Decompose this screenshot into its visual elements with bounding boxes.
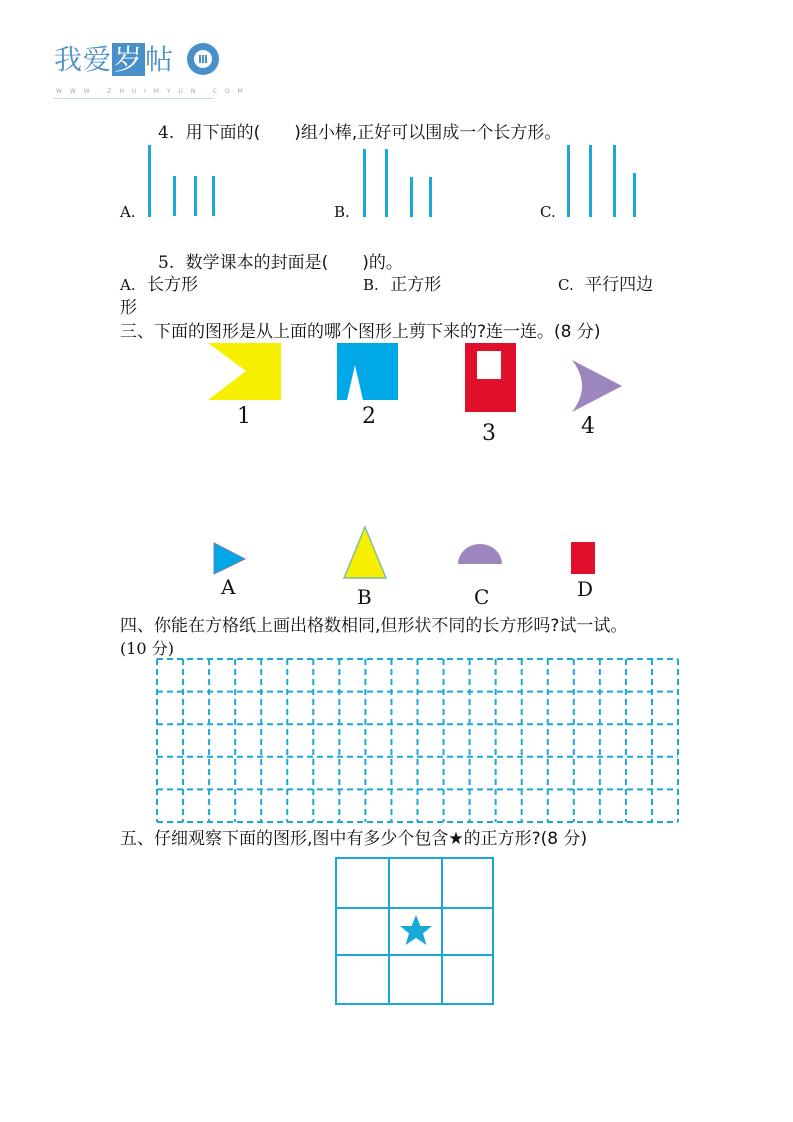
stick (633, 173, 636, 217)
q5-option-b-letter: B. (363, 276, 379, 294)
shape-1-yellow-notched (208, 343, 282, 401)
shape-4-purple-crescent (570, 358, 624, 414)
q5-option-c (558, 274, 653, 296)
logo-underline (54, 98, 214, 99)
q4-line (158, 122, 561, 144)
star-square-grid (335, 857, 495, 1007)
stick (363, 149, 366, 217)
q4-text: 用下面的( )组小棒,正好可以围成一个长方形。 (185, 123, 562, 143)
shape-2-blue-cut (337, 343, 399, 401)
stick (212, 176, 215, 216)
piece-c-label: C (474, 585, 490, 609)
dashed-grid-paper (156, 658, 680, 824)
stick (567, 145, 570, 217)
q5-line (158, 252, 403, 274)
q5-option-b-text: 正方形 (390, 275, 442, 295)
piece-a-label: A (221, 575, 236, 599)
q5-option-c-wrap: 形 (120, 298, 137, 318)
shape-1-label: 1 (237, 404, 251, 429)
logo (54, 38, 174, 78)
q5-option-a-letter: A. (120, 276, 136, 294)
shape-3-label: 3 (482, 421, 496, 446)
q5-option-a-text: 长方形 (147, 275, 199, 295)
stick (194, 176, 197, 216)
q5-option-c-letter: C. (558, 276, 574, 294)
section-5-title: 五、仔细观察下面的图形,图中有多少个包含★的正方形?(8 分) (120, 829, 588, 849)
q4-option-a-label: A. (120, 203, 136, 221)
q5-option-b (363, 274, 441, 296)
q4-option-b-label: B. (334, 203, 350, 221)
stick (429, 177, 432, 217)
shape-2-label: 2 (362, 404, 376, 429)
section-4-points: (10 分) (120, 639, 174, 658)
section-4-title: 四、你能在方格纸上画出格数相同,但形状不同的长方形吗?试一试。 (120, 616, 628, 636)
shape-4-label: 4 (581, 414, 595, 439)
logo-subtitle: W W W . Z H U I M Y U N . C O M (56, 88, 246, 95)
piece-b-label: B (357, 585, 372, 609)
shape-3-red-window (465, 343, 517, 413)
star-icon (400, 915, 432, 945)
stick (589, 145, 592, 217)
stick (385, 149, 388, 217)
stick (148, 145, 151, 217)
q5-text: 数学课本的封面是( )的。 (185, 253, 403, 273)
piece-d-red-rectangle (571, 542, 595, 574)
piece-c-purple-semicircle (456, 542, 504, 566)
logo-text-highlight: 岁 (114, 43, 144, 76)
q4-option-c-label: C. (540, 203, 556, 221)
logo-text-a: 我爱 (54, 43, 113, 76)
q5-number: 5. (158, 253, 175, 273)
q5-option-c-text: 平行四边 (585, 275, 654, 295)
stick (613, 145, 616, 217)
q5-option-a (120, 274, 198, 296)
chat-bubble-icon (186, 42, 220, 76)
piece-a-blue-triangle (213, 542, 247, 576)
section-3-title: 三、下面的图形是从上面的哪个图形上剪下来的?连一连。(8 分) (120, 322, 601, 342)
q4-number: 4. (158, 123, 175, 143)
piece-b-yellow-triangle (343, 526, 387, 580)
stick (410, 177, 413, 217)
stick (173, 176, 176, 216)
piece-d-label: D (577, 577, 594, 601)
logo-text-b: 帖 (145, 43, 175, 76)
